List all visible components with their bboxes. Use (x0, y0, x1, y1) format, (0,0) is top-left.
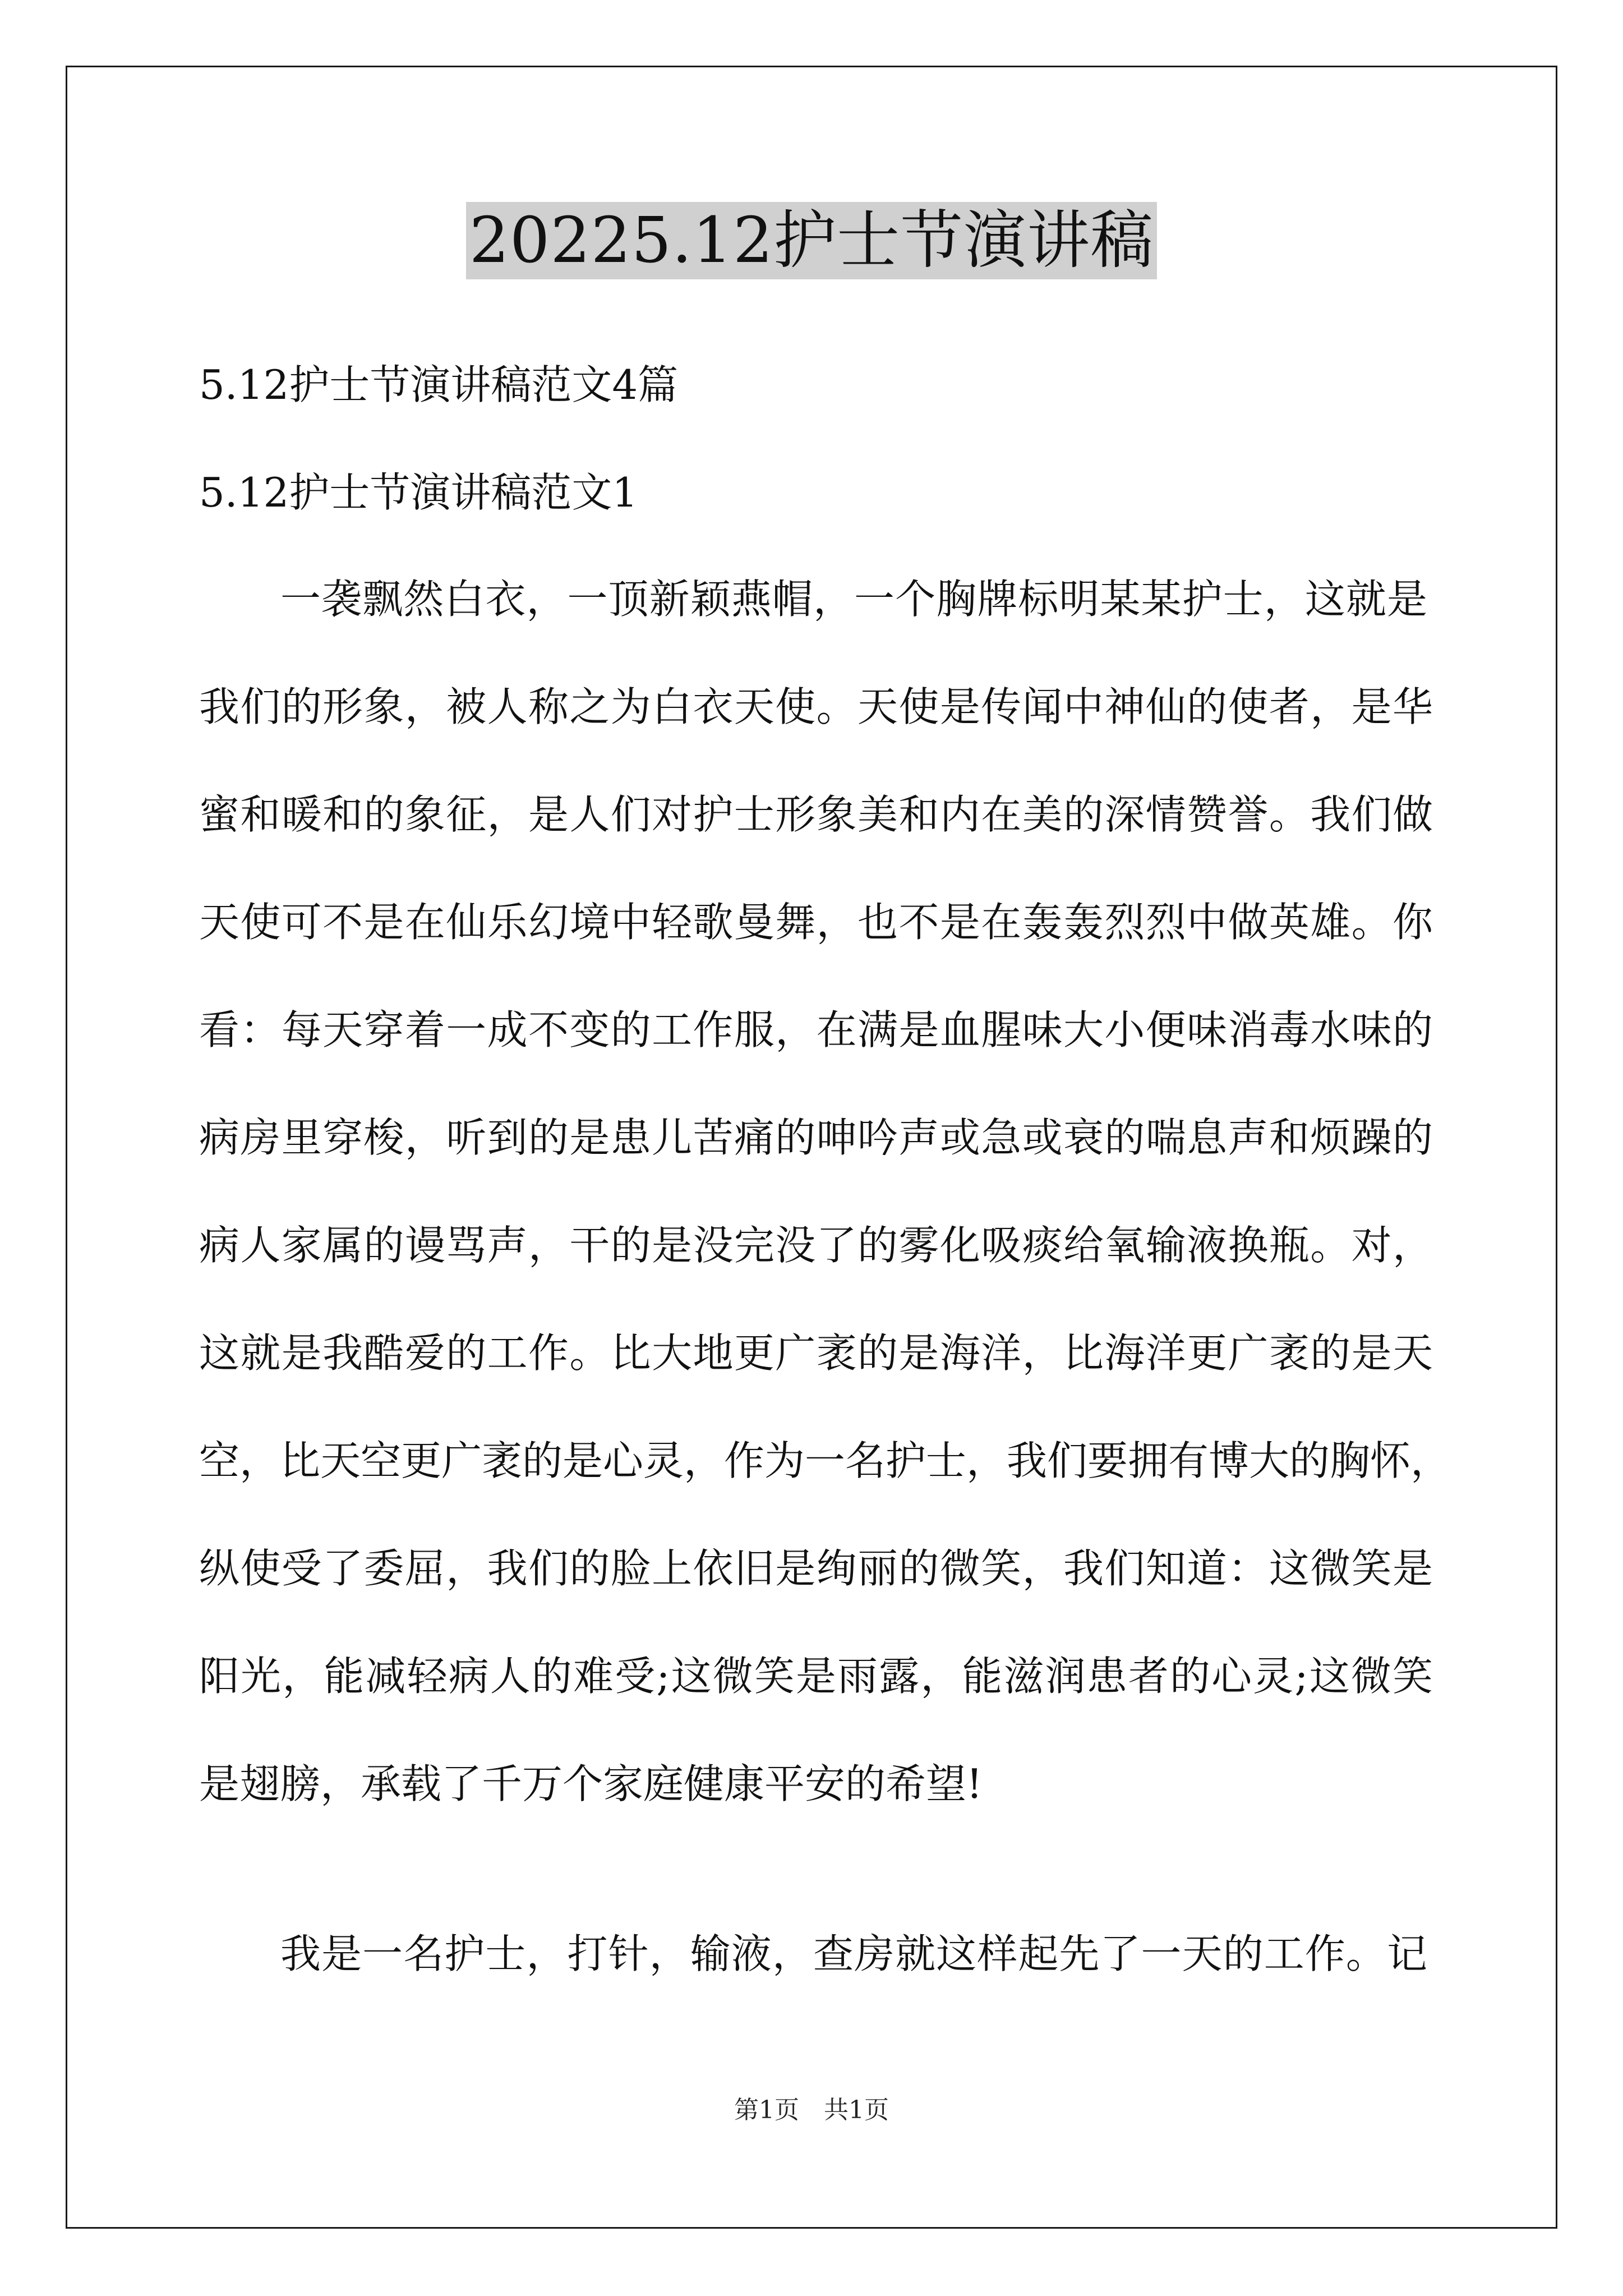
paragraph1-line: 是翅膀，承载了千万个家庭健康平安的希望! (199, 1760, 983, 1807)
paragraph1-line: 空，比天空更广袤的是心灵，作为一名护士，我们要拥有博大的胸怀， (199, 1437, 1451, 1484)
page-number-footer: 第1页 共1页 (734, 2096, 889, 2124)
paragraph1-line: 看：每天穿着一成不变的工作服，在满是血腥味大小便味消毒水味的 (199, 1006, 1433, 1053)
paragraph1-line: 病人家属的谩骂声，干的是没完没了的雾化吸痰给氧输液换瓶。对， (199, 1222, 1433, 1269)
paragraph2-line: 我是一名护士，打针，输液，查房就这样起先了一天的工作。记 (280, 1930, 1427, 1977)
paragraph1-line: 蜜和暖和的象征，是人们对护士形象美和内在美的深情赞誉。我们做 (199, 791, 1433, 838)
paragraph1-line: 阳光，能减轻病人的难受;这微笑是雨露，能滋润患者的心灵;这微笑 (199, 1653, 1433, 1700)
paragraph1-line: 纵使受了委屈，我们的脸上依旧是绚丽的微笑，我们知道：这微笑是 (199, 1545, 1433, 1592)
paragraph1-line: 病房里穿梭，听到的是患儿苦痛的呻吟声或急或衰的喘息声和烦躁的 (199, 1114, 1433, 1161)
section-heading: 5.12护士节演讲稿范文1 (199, 469, 638, 516)
paragraph1-line: 这就是我酷爱的工作。比大地更广袤的是海洋，比海洋更广袤的是天 (199, 1329, 1433, 1377)
title-container (0, 202, 1623, 279)
paragraph1-line: 一袭飘然白衣，一顶新颖燕帽，一个胸牌标明某某护士，这就是 (280, 576, 1427, 623)
paragraph1-line: 天使可不是在仙乐幻境中轻歌曼舞，也不是在轰轰烈烈中做英雄。你 (199, 899, 1433, 946)
document-title: 20225.12护士节演讲稿 (466, 202, 1157, 279)
document-subtitle: 5.12护士节演讲稿范文4篇 (199, 361, 679, 408)
paragraph1-line: 我们的形象，被人称之为白衣天使。天使是传闻中神仙的使者，是华 (199, 683, 1433, 730)
